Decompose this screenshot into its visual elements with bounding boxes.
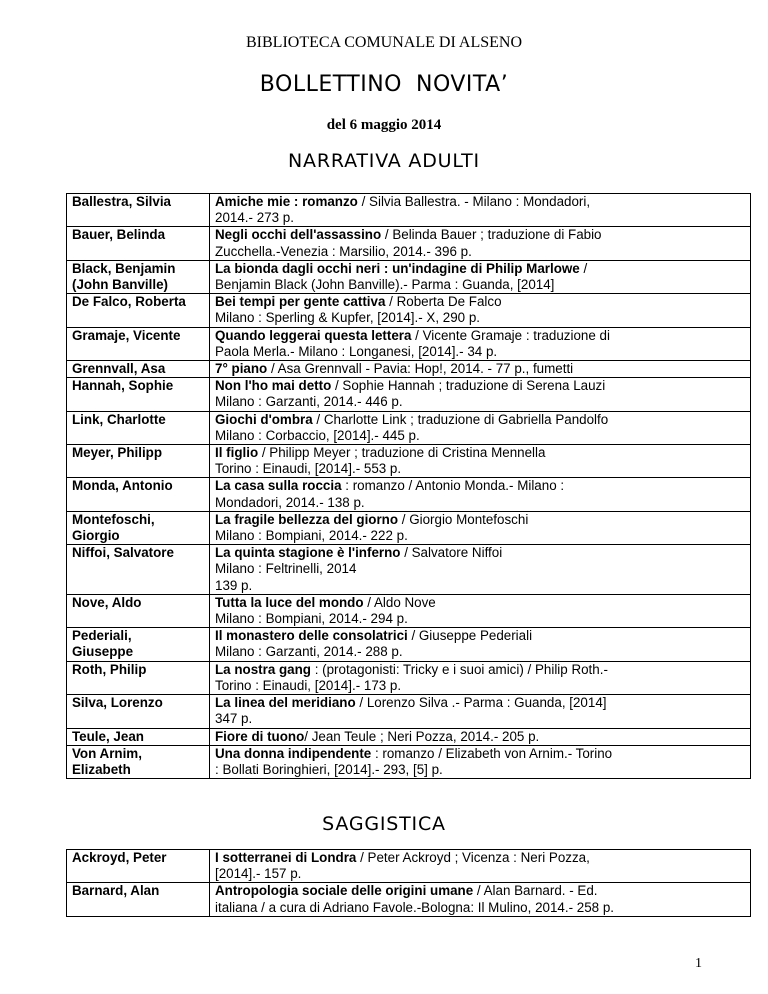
entry-cell: [210, 850, 751, 883]
catalog-row: [67, 695, 751, 728]
entry-cell: [210, 378, 751, 411]
entry-text-line: Milano : Bompiani, 2014.- 222 p.: [215, 528, 408, 544]
library-name: BIBLIOTECA COMUNALE DI ALSENO: [246, 34, 522, 51]
bulletin-title-part1: BOLLETTINO: [259, 72, 402, 97]
catalog-row: [67, 883, 751, 916]
entry-text-line: Milano : Corbaccio, [2014].- 445 p.: [215, 427, 420, 443]
author-cell: [67, 661, 210, 694]
book-title: 7° piano: [215, 361, 268, 377]
page-number: 1: [695, 956, 702, 971]
author-cell: [67, 294, 210, 327]
catalog-row: [67, 294, 751, 327]
entry-text-line: Milano : Garzanti, 2014.- 446 p.: [215, 394, 403, 410]
book-title: Fiore di tuono: [215, 728, 305, 744]
author-cell: [67, 478, 210, 511]
catalog-row: [67, 411, 751, 444]
entry-text-line: 139 p.: [215, 577, 253, 593]
entry-text-line: Milano : Sperling & Kupfer, [2014].- X, 290 p.: [215, 310, 480, 326]
bulletin-title: [0, 72, 768, 97]
catalog-row: [67, 327, 751, 360]
author-cell: [67, 260, 210, 293]
book-title: I sotterranei di Londra: [215, 850, 357, 865]
author-cell: [67, 628, 210, 661]
author-cell: [67, 194, 210, 227]
entry-text-line: : romanzo / Antonio Monda.- Milano :: [341, 478, 565, 494]
entry-text-line: / Vicente Gramaje : traduzione di: [411, 327, 610, 343]
author-name-line: Roth, Philip: [72, 661, 147, 677]
entry-text-line: Paola Merla.- Milano : Longanesi, [2014].- 34 p.: [215, 343, 498, 359]
entry-cell: [210, 194, 751, 227]
entry-text-line: / Peter Ackroyd ; Vicenza : Neri Pozza,: [356, 850, 590, 865]
author-cell: [67, 411, 210, 444]
entry-text-line: italiana / a cura di Adriano Favole.-Bologna: Il Mulino, 2014.- 258 p.: [215, 899, 614, 915]
catalog-row: [67, 378, 751, 411]
author-name-line: Elizabeth: [72, 761, 131, 777]
book-title: La linea del meridiano: [215, 695, 356, 711]
author-cell: [67, 850, 210, 883]
catalog-row: [67, 661, 751, 694]
book-title: La quinta stagione è l'inferno: [215, 545, 401, 561]
author-name-line: Giorgio: [72, 528, 120, 544]
author-name-line: Gramaje, Vicente: [72, 327, 181, 343]
entry-cell: [210, 227, 751, 260]
book-title: Il monastero delle consolatrici: [215, 628, 408, 644]
author-name-line: Monda, Antonio: [72, 478, 173, 494]
author-cell: [67, 594, 210, 627]
catalog-row: [67, 194, 751, 227]
catalog-row: [67, 227, 751, 260]
entry-text-line: Milano : Garzanti, 2014.- 288 p.: [215, 644, 403, 660]
entry-text-line: Milano : Bompiani, 2014.- 294 p.: [215, 611, 408, 627]
author-name-line: Link, Charlotte: [72, 411, 166, 427]
entry-cell: [210, 661, 751, 694]
entry-text-line: / Giorgio Montefoschi: [398, 511, 529, 527]
entry-text-line: Torino : Einaudi, [2014].- 173 p.: [215, 677, 402, 693]
entry-cell: [210, 361, 751, 378]
entry-text-line: / Charlotte Link ; traduzione di Gabriella Pandolfo: [312, 411, 609, 427]
entry-text-line: / Belinda Bauer ; traduzione di Fabio: [381, 227, 602, 243]
entry-cell: [210, 695, 751, 728]
book-title: Non l'ho mai detto: [215, 378, 332, 394]
entry-text-line: / Aldo Nove: [363, 594, 436, 610]
book-title: Negli occhi dell'assassino: [215, 227, 382, 243]
author-name-line: Meyer, Philipp: [72, 445, 163, 461]
entry-cell: [210, 478, 751, 511]
book-title: La fragile bellezza del giorno: [215, 511, 399, 527]
bulletin-date: del 6 maggio 2014: [326, 117, 442, 133]
entry-cell: [210, 628, 751, 661]
author-cell: [67, 361, 210, 378]
entry-cell: [210, 545, 751, 595]
entry-text-line: / Giuseppe Pederiali: [407, 628, 533, 644]
catalog-row: [67, 545, 751, 595]
entry-text-line: [2014].- 157 p.: [215, 866, 302, 882]
catalog-row: [67, 594, 751, 627]
catalog-row: [67, 478, 751, 511]
entry-text-line: 347 p.: [215, 711, 253, 727]
author-name-line: Ballestra, Silvia: [72, 194, 171, 209]
catalog-table-narrativa: [66, 193, 751, 779]
author-cell: [67, 695, 210, 728]
book-title: La casa sulla roccia: [215, 478, 342, 494]
entry-text-line: / Philipp Meyer ; traduzione di Cristina Mennella: [258, 445, 546, 461]
entry-cell: [210, 294, 751, 327]
entry-text-line: / Sophie Hannah ; traduzione di Serena Lauzi: [331, 378, 606, 394]
entry-text-line: : (protagonisti: Tricky e i suoi amici) / Philip Roth.-: [310, 661, 608, 677]
author-name-line: Giuseppe: [72, 644, 134, 660]
entry-text-line: 2014.- 273 p.: [215, 210, 294, 226]
catalog-row: [67, 511, 751, 544]
book-title: La nostra gang: [215, 661, 311, 677]
book-title: La bionda dagli occhi neri : un'indagine di Philip Marlowe: [215, 260, 580, 276]
section-heading-narrativa: NARRATIVA ADULTI: [288, 150, 480, 172]
author-cell: [67, 883, 210, 916]
catalog-row: [67, 361, 751, 378]
author-name-line: Ackroyd, Peter: [72, 850, 167, 865]
entry-text-line: / Lorenzo Silva .- Parma : Guanda, [2014]: [355, 695, 607, 711]
book-title: Una donna indipendente: [215, 745, 372, 761]
entry-text-line: / Silvia Ballestra. - Milano : Mondadori,: [357, 194, 591, 209]
section-heading-saggistica: SAGGISTICA: [322, 813, 446, 835]
book-title: Amiche mie : romanzo: [215, 194, 358, 209]
entry-cell: [210, 260, 751, 293]
book-title: Bei tempi per gente cattiva: [215, 294, 386, 310]
entry-text-line: Torino : Einaudi, [2014].- 553 p.: [215, 461, 402, 477]
entry-text-line: Benjamin Black (John Banville).- Parma : Guanda, [2014]: [215, 277, 555, 293]
book-title: Antropologia sociale delle origini umane: [215, 883, 474, 899]
author-name-line: Silva, Lorenzo: [72, 695, 163, 711]
book-title: Giochi d'ombra: [215, 411, 313, 427]
entry-text-line: / Jean Teule ; Neri Pozza, 2014.- 205 p.: [304, 728, 540, 744]
entry-cell: [210, 511, 751, 544]
entry-cell: [210, 327, 751, 360]
catalog-row: [67, 260, 751, 293]
entry-text-line: /: [579, 260, 588, 276]
entry-cell: [210, 728, 751, 745]
author-name-line: De Falco, Roberta: [72, 294, 186, 310]
author-name-line: Pederiali,: [72, 628, 132, 644]
entry-text-line: : romanzo / Elizabeth von Arnim.- Torino: [371, 745, 613, 761]
entry-cell: [210, 594, 751, 627]
entry-cell: [210, 745, 751, 778]
author-cell: [67, 327, 210, 360]
entry-cell: [210, 883, 751, 916]
author-cell: [67, 511, 210, 544]
book-title: Quando leggerai questa lettera: [215, 327, 412, 343]
author-name-line: Grennvall, Asa: [72, 361, 166, 377]
entry-text-line: / Asa Grennvall - Pavia: Hop!, 2014. - 77 p., fumetti: [267, 361, 574, 377]
author-name-line: Barnard, Alan: [72, 883, 160, 899]
entry-cell: [210, 411, 751, 444]
book-title: Il figlio: [215, 445, 259, 461]
author-cell: [67, 445, 210, 478]
bulletin-title-part2: NOVITA’: [416, 72, 509, 97]
author-name-line: Bauer, Belinda: [72, 227, 166, 243]
catalog-row: [67, 728, 751, 745]
author-name-line: Nove, Aldo: [72, 594, 142, 610]
catalog-row: [67, 745, 751, 778]
author-name-line: Hannah, Sophie: [72, 378, 174, 394]
entry-text-line: / Alan Barnard. - Ed.: [473, 883, 598, 899]
author-name-line: Teule, Jean: [72, 728, 144, 744]
author-name-line: Von Arnim,: [72, 745, 142, 761]
entry-cell: [210, 445, 751, 478]
entry-text-line: / Roberta De Falco: [385, 294, 502, 310]
author-cell: [67, 378, 210, 411]
author-name-line: (John Banville): [72, 277, 168, 293]
entry-text-line: / Salvatore Niffoi: [400, 545, 503, 561]
author-name-line: Montefoschi,: [72, 511, 155, 527]
catalog-row: [67, 445, 751, 478]
catalog-row: [67, 850, 751, 883]
author-cell: [67, 728, 210, 745]
catalog-table-saggistica: [66, 849, 751, 917]
author-cell: [67, 745, 210, 778]
catalog-row: [67, 628, 751, 661]
book-title: Tutta la luce del mondo: [215, 594, 364, 610]
author-name-line: Niffoi, Salvatore: [72, 545, 174, 561]
author-cell: [67, 227, 210, 260]
entry-text-line: Mondadori, 2014.- 138 p.: [215, 494, 365, 510]
entry-text-line: Zucchella.-Venezia : Marsilio, 2014.- 396 p.: [215, 243, 472, 259]
author-name-line: Black, Benjamin: [72, 260, 176, 276]
author-cell: [67, 545, 210, 595]
entry-text-line: : Bollati Boringhieri, [2014].- 293, [5] p.: [215, 761, 443, 777]
entry-text-line: Milano : Feltrinelli, 2014: [215, 561, 357, 577]
